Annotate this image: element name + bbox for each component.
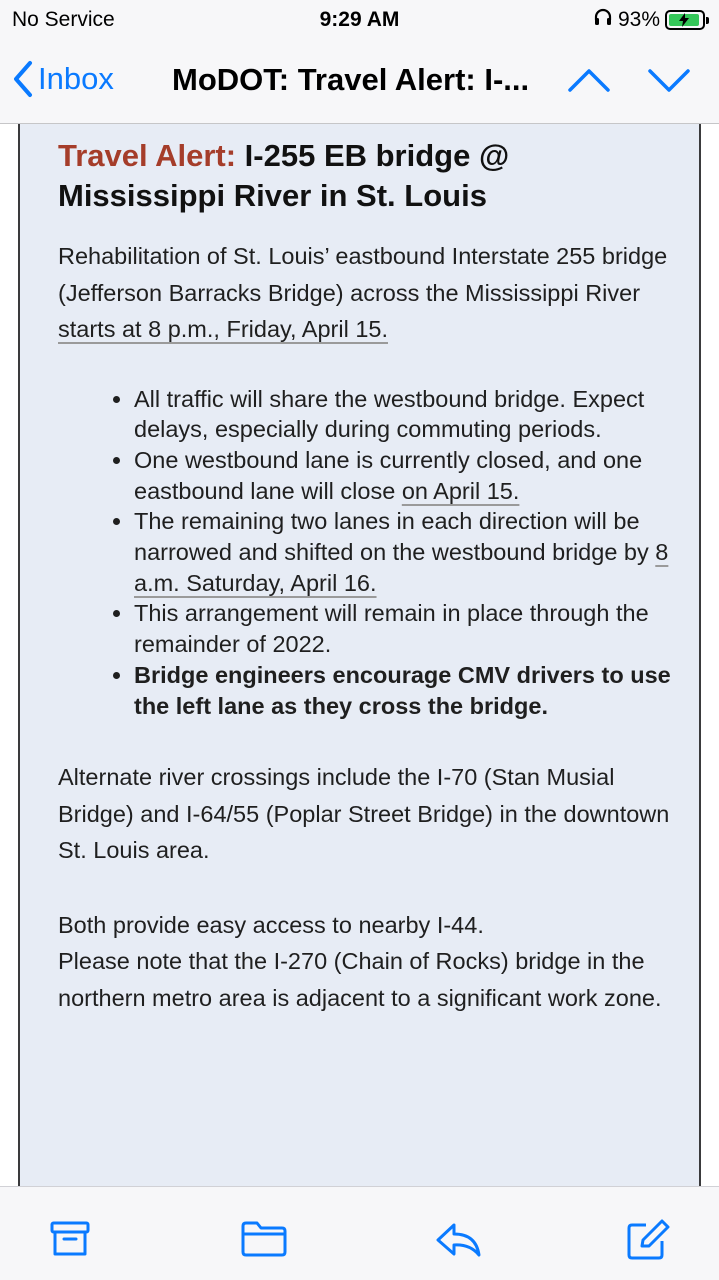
compose-button[interactable] xyxy=(626,1219,670,1266)
headphones-icon xyxy=(593,7,613,33)
folder-icon xyxy=(240,1219,288,1259)
bullet-5-text: Bridge engineers encourage CMV drivers to use the left lane as they cross the bridge. xyxy=(134,661,671,719)
access-note-paragraph xyxy=(58,907,677,1017)
next-message-button[interactable] xyxy=(646,64,692,101)
archive-button[interactable] xyxy=(50,1219,90,1264)
list-item xyxy=(134,660,677,721)
bottom-toolbar xyxy=(0,1186,719,1280)
chevron-up-icon xyxy=(566,64,612,96)
battery-level xyxy=(669,14,699,26)
alert-title: I-255 EB bridge @ Mississippi River in St. Louis xyxy=(58,138,510,213)
bullet-2-text: One westbound lane is currently closed, and one eastbound lane will close xyxy=(134,446,643,504)
intro-paragraph xyxy=(58,238,677,348)
battery-icon xyxy=(665,10,705,30)
status-time: 9:29 AM xyxy=(319,8,400,31)
bullet-1-text: All traffic will share the westbound bridge. Expect delays, especially during commuting periods. xyxy=(134,385,645,443)
alert-heading xyxy=(58,136,677,216)
move-to-folder-button[interactable] xyxy=(240,1219,288,1264)
nav-bar xyxy=(0,40,719,124)
access-line: Both provide easy access to nearby I-44. xyxy=(58,911,484,938)
bullet-4-text: This arrangement will remain in place through the remainder of 2022. xyxy=(134,600,649,658)
alert-label: Travel Alert: xyxy=(58,138,237,173)
compose-icon xyxy=(626,1219,670,1261)
email-subject-title: MoDOT: Travel Alert: I-... xyxy=(172,62,530,97)
previous-message-button[interactable] xyxy=(566,64,612,101)
work-zone-note: Please note that the I-270 (Chain of Rocks) bridge in the northern metro area is adjacent to a significant work zone. xyxy=(58,948,662,1011)
bullet-3-text: The remaining two lanes in each direction will be narrowed and shifted on the westbound bridge by xyxy=(134,508,656,566)
battery-percent: 93% xyxy=(617,8,660,31)
status-bar xyxy=(0,0,719,40)
reply-button[interactable] xyxy=(434,1219,482,1264)
carrier-status: No Service xyxy=(12,8,115,31)
intro-text: Rehabilitation of St. Louis’ eastbound Interstate 255 bridge (Jefferson Barracks Bridge) across the Mississippi River xyxy=(58,243,668,306)
reply-icon xyxy=(434,1219,482,1259)
charging-bolt-icon xyxy=(678,13,690,27)
back-to-inbox-button[interactable] xyxy=(12,60,114,98)
chevron-left-icon xyxy=(12,60,34,98)
list-item xyxy=(134,445,677,506)
list-item xyxy=(134,384,677,445)
lane-close-date-link[interactable]: on April 15. xyxy=(401,477,520,504)
start-date-link[interactable]: starts at 8 p.m., Friday, April 15. xyxy=(58,316,388,342)
closure-details-list xyxy=(58,384,677,722)
email-body[interactable] xyxy=(18,124,701,1186)
alternate-crossings-paragraph: Alternate river crossings include the I-70 (Stan Musial Bridge) and I-64/55 (Poplar Street Bridge) in the downtown St. Louis area. xyxy=(58,764,670,864)
list-item xyxy=(134,506,677,598)
archive-icon xyxy=(50,1219,90,1259)
shift-date-link[interactable]: 8 a.m. Saturday, April 16. xyxy=(134,539,669,596)
chevron-down-icon xyxy=(646,64,692,96)
status-right-group xyxy=(593,7,705,33)
list-item xyxy=(134,598,677,659)
back-button-label: Inbox xyxy=(38,61,114,96)
